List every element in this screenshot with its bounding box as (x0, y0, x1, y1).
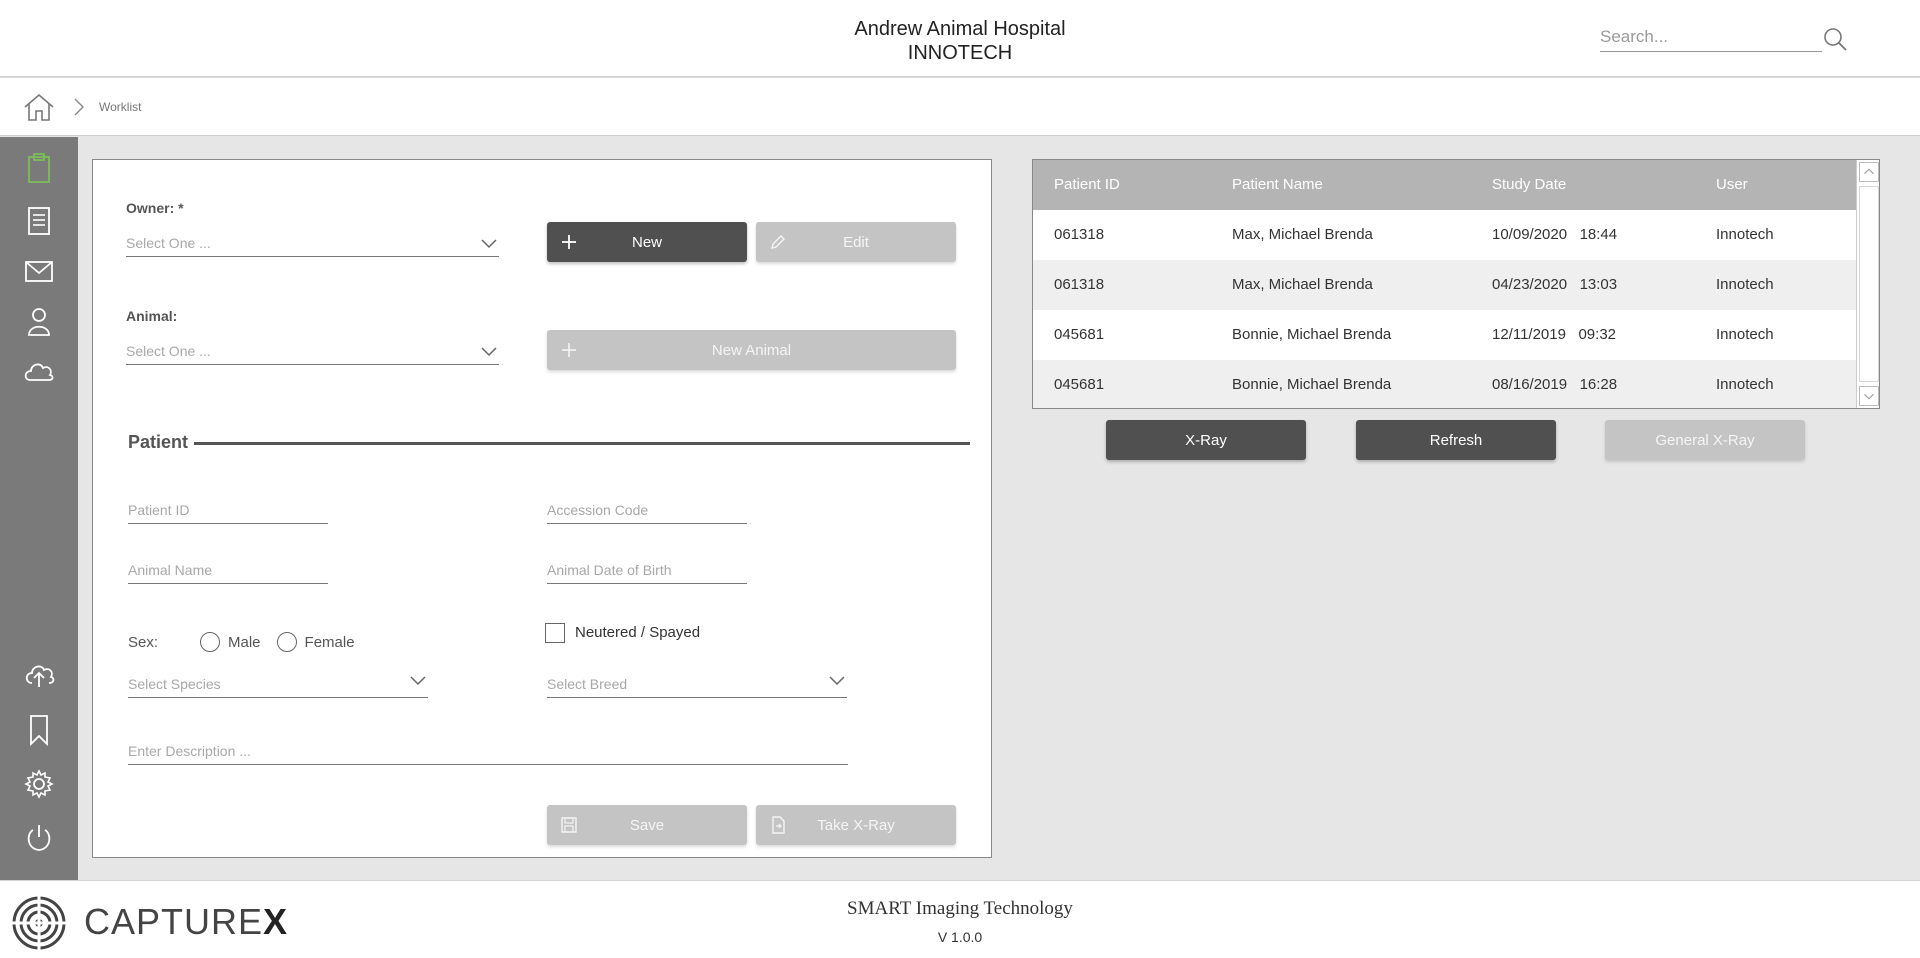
xray-button-label: X-Ray (1185, 431, 1227, 449)
cell-patient-id: 061318 (1054, 226, 1105, 243)
column-header[interactable]: Study Date (1492, 176, 1567, 193)
owner-label: Owner: * (126, 200, 184, 216)
chevron-down-icon (1860, 387, 1878, 405)
new-owner-button[interactable] (547, 222, 747, 262)
cell-patient-id: 045681 (1054, 326, 1105, 343)
scroll-down-button[interactable] (1859, 386, 1879, 406)
edit-owner-button-label: Edit (843, 233, 869, 251)
save-button-label: Save (629, 816, 665, 834)
table-row[interactable] (1033, 360, 1856, 409)
sex-radio-group (128, 630, 355, 654)
search-icon[interactable] (1822, 26, 1848, 52)
footer-tagline: SMART Imaging Technology (847, 898, 1073, 919)
patient-section-title: Patient (128, 432, 189, 452)
cell-user: Innotech (1716, 276, 1774, 293)
refresh-button[interactable] (1356, 420, 1556, 460)
animal-dob-field[interactable] (547, 556, 747, 584)
column-header[interactable]: Patient Name (1232, 176, 1323, 193)
sex-label: Sex: (128, 633, 159, 651)
xray-button[interactable] (1106, 420, 1306, 460)
cell-study-date: 08/16/2019 16:28 (1492, 376, 1618, 393)
chevron-down-icon (481, 345, 497, 357)
chevron-down-icon (410, 674, 426, 686)
save-icon (559, 815, 579, 835)
chevron-right-icon (70, 96, 88, 118)
pencil-icon (768, 232, 788, 252)
cell-patient-name: Bonnie, Michael Brenda (1232, 376, 1392, 393)
cell-user: Innotech (1716, 376, 1774, 393)
cell-user: Innotech (1716, 326, 1774, 343)
scroll-thumb[interactable] (1859, 186, 1879, 382)
file-export-icon (768, 815, 788, 835)
animal-select[interactable] (126, 339, 499, 365)
clipboard-icon[interactable] (22, 151, 56, 185)
new-animal-button-label: New Animal (711, 341, 792, 359)
take-xray-button[interactable] (756, 805, 956, 845)
sex-male-radio[interactable] (200, 632, 220, 652)
species-select-value: Select Species (128, 676, 221, 692)
table-scrollbar[interactable] (1856, 160, 1880, 409)
chevron-down-icon (481, 237, 497, 249)
logo-main-text: CAPTURE (84, 901, 264, 942)
cell-patient-name: Bonnie, Michael Brenda (1232, 326, 1392, 343)
hospital-name: Andrew Animal Hospital (854, 18, 1066, 40)
table-row[interactable] (1033, 260, 1856, 310)
accession-code-field[interactable] (547, 496, 747, 524)
bookmark-icon[interactable] (22, 713, 56, 747)
cell-patient-id: 045681 (1054, 376, 1105, 393)
app-header (0, 0, 1920, 77)
animal-select-value: Select One ... (126, 343, 211, 359)
cell-patient-id: 061318 (1054, 276, 1105, 293)
general-xray-button-label: General X-Ray (1655, 431, 1755, 449)
gear-icon[interactable] (22, 767, 56, 801)
cell-study-date: 04/23/2020 13:03 (1492, 276, 1618, 293)
breed-select[interactable] (547, 672, 847, 698)
sex-female-label: Female (304, 633, 355, 651)
breed-select-value: Select Breed (547, 676, 628, 692)
patient-divider (194, 442, 970, 445)
search-input[interactable] (1600, 22, 1822, 52)
new-animal-button[interactable] (547, 330, 956, 370)
power-icon[interactable] (22, 821, 56, 855)
column-header[interactable]: User (1716, 176, 1748, 193)
home-icon[interactable] (22, 92, 56, 122)
sidebar (0, 137, 78, 880)
neutered-label: Neutered / Spayed (575, 624, 701, 641)
company-name: INNOTECH (907, 42, 1013, 64)
cell-user: Innotech (1716, 226, 1774, 243)
user-icon[interactable] (22, 304, 56, 338)
patient-id-field[interactable] (128, 496, 328, 524)
animal-name-field[interactable] (128, 556, 328, 584)
document-icon[interactable] (22, 204, 56, 238)
plus-icon (559, 340, 579, 360)
general-xray-button[interactable] (1605, 420, 1805, 460)
cell-study-date: 10/09/2020 18:44 (1492, 226, 1618, 243)
neutered-checkbox[interactable] (545, 623, 565, 643)
edit-owner-button[interactable] (756, 222, 956, 262)
cell-patient-name: Max, Michael Brenda (1232, 226, 1373, 243)
cell-patient-name: Max, Michael Brenda (1232, 276, 1373, 293)
plus-icon (559, 232, 579, 252)
table-header (1033, 160, 1856, 210)
chevron-up-icon (1860, 163, 1878, 181)
chevron-down-icon (829, 674, 845, 686)
column-header[interactable]: Patient ID (1054, 176, 1120, 193)
breadcrumb (0, 78, 1920, 136)
take-xray-button-label: Take X-Ray (817, 816, 895, 834)
table-row[interactable] (1033, 210, 1856, 260)
new-owner-button-label: New (631, 233, 662, 251)
worklist-table (1032, 159, 1880, 409)
app-version: V 1.0.0 (937, 929, 983, 945)
app-footer (0, 880, 1920, 958)
search-box (1600, 22, 1846, 54)
mail-icon[interactable] (22, 254, 56, 288)
cell-study-date: 12/11/2019 09:32 (1492, 326, 1616, 343)
patient-form-panel (92, 159, 992, 858)
scroll-up-button[interactable] (1859, 162, 1879, 182)
animal-label: Animal: (126, 308, 178, 324)
description-field[interactable] (128, 737, 848, 765)
owner-select[interactable] (126, 231, 499, 257)
sex-male-label: Male (228, 633, 261, 651)
sex-female-radio[interactable] (277, 632, 297, 652)
cloud-icon[interactable] (22, 354, 56, 388)
logo-accent-text: X (263, 901, 289, 942)
cloud-upload-icon[interactable] (22, 657, 56, 691)
owner-select-value: Select One ... (126, 235, 211, 251)
table-row[interactable] (1033, 310, 1856, 360)
breadcrumb-worklist[interactable]: Worklist (99, 100, 142, 114)
species-select[interactable] (128, 672, 428, 698)
refresh-button-label: Refresh (1429, 431, 1483, 449)
save-button[interactable] (547, 805, 747, 845)
